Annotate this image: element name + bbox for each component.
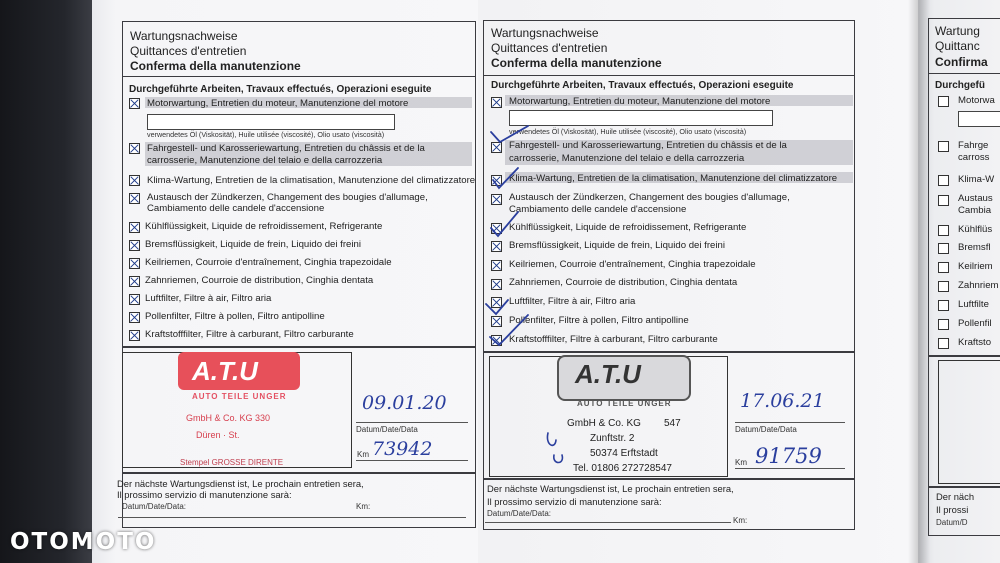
oil-note-2: verwendetes Öl (Viskosität), Huile utilisée (viscosité), Olio usato (viscosità) <box>509 127 747 136</box>
item-engine-2: Motorwartung, Entretien du moteur, Manutenzione del motore <box>509 96 771 107</box>
item-coolant: Kühlflüssigkeit, Liquide de refroidissement, Refrigerante <box>145 221 383 232</box>
item-sparkplugs-2b: Cambiamento delle candele d'accensione <box>509 204 687 215</box>
next-service-2: Il prossimo servizio di manutenzione sarà: <box>117 489 292 500</box>
next-service-1: Der nächste Wartungsdienst ist, Le prochain entretien sera, <box>117 478 364 489</box>
item-sparkplugs-2a: Austausch der Zündkerzen, Changement des bougies d'allumage, <box>509 192 790 203</box>
item-vbelt: Keilriemen, Courroie d'entraînement, Cinghia trapezoidale <box>145 257 392 268</box>
stamp2-branch: 547 <box>664 418 681 429</box>
next-3-2: Il prossi <box>936 504 969 515</box>
next-km-label-2: Km: <box>733 516 748 525</box>
item-pollenfilter: Pollenfilter, Filtre à pollen, Filtro antipolline <box>145 311 325 322</box>
title-de-3: Wartung <box>935 24 980 38</box>
title-de-2: Wartungsnachweise <box>491 26 599 40</box>
stamp2-phone: Tel. 01806 272728547 <box>573 463 672 474</box>
item-3-9: Keilriem <box>958 261 993 272</box>
title-fr: Quittances d'entretien <box>130 44 247 58</box>
item-3-3: carross <box>958 152 990 163</box>
km-label-1: Km <box>357 450 369 459</box>
date-entry-1: 09.01.20 <box>362 392 447 414</box>
title-it: Conferma della manutenzione <box>130 59 301 73</box>
date-label-2: Datum/Date/Data <box>735 425 797 434</box>
item-chassis-2a: Fahrgestell- und Karosseriewartung, Entretien du châssis et de la <box>509 140 787 151</box>
date-label-1: Datum/Date/Data <box>356 425 418 434</box>
item-3-12: Pollenfil <box>958 318 992 329</box>
item-chassis-1: Fahrgestell- und Karosseriewartung, Entretien du châssis et de la <box>147 143 425 154</box>
item-brakefluid: Bremsflüssigkeit, Liquide de frein, Liquido dei freini <box>145 239 361 250</box>
title-it-3: Confirma <box>935 55 988 69</box>
item-sparkplugs-1: Austausch der Zündkerzen, Changement des bougies d'allumage, <box>147 192 428 203</box>
stamp2-street: Zunftstr. 2 <box>590 433 635 444</box>
item-ac: Klima-Wartung, Entretien de la climatisation, Manutenzione del climatizzatore <box>147 175 476 186</box>
item-3-6: Cambia <box>958 205 992 216</box>
oil-note: verwendetes Öl (Viskosität), Huile utilisée (viscosité), Olio usato (viscosità) <box>147 130 385 139</box>
item-chassis-2b: carrosserie, Manutenzione del telaio e della carrozzeria <box>509 153 745 164</box>
item-3-7: Kühlflüs <box>958 224 993 235</box>
item-timingbelt-2: Zahnriemen, Courroie de distribution, Cinghia dentata <box>509 277 738 288</box>
km-entry-1: 73942 <box>372 438 433 460</box>
next-3-1: Der näch <box>936 491 975 502</box>
item-3-13: Kraftsto <box>958 337 992 348</box>
item-3-5: Austaus <box>958 193 993 204</box>
title-it-2: Conferma della manutenzione <box>491 56 662 70</box>
km-entry-2: 91759 <box>755 444 822 468</box>
otomoto-watermark: OTOMOTO <box>10 529 157 555</box>
next-km-label-1: Km: <box>356 502 371 511</box>
item-pollenfilter-2: Pollenfilter, Filtre à pollen, Filtro antipolline <box>509 315 689 326</box>
item-fuelfilter: Kraftstofffilter, Filtre à carburant, Filtro carburante <box>145 329 354 340</box>
item-brakefluid-2: Bremsflüssigkeit, Liquide de frein, Liquido dei freini <box>509 240 725 251</box>
atu-stamp-2: A.T.U AUTO TEILE UNGER <box>557 355 689 413</box>
section-heading-3: Durchgefü <box>935 80 985 91</box>
atu-stamp-1: A.T.U AUTO TEILE UNGER <box>178 352 302 408</box>
title-fr-2: Quittances d'entretien <box>491 41 608 55</box>
title-de: Wartungsnachweise <box>130 29 238 43</box>
item-3-11: Luftfilte <box>958 299 989 310</box>
item-3-8: Bremsfl <box>958 242 991 253</box>
section-heading-2: Durchgeführte Arbeiten, Travaux effectués, Operazioni eseguite <box>491 80 794 91</box>
stamp1-line-2: Düren · St. <box>196 430 240 440</box>
next-service-2b: Il prossimo servizio di manutenzione sarà: <box>487 496 662 507</box>
item-coolant-2: Kühlflüssigkeit, Liquide de refroidissement, Refrigerante <box>509 222 747 233</box>
section-heading: Durchgeführte Arbeiten, Travaux effectués, Operazioni eseguite <box>129 84 432 95</box>
stamp2-city: 50374 Erftstadt <box>590 448 658 459</box>
item-3-2: Fahrge <box>958 140 989 151</box>
item-engine: Motorwartung, Entretien du moteur, Manutenzione del motore <box>147 98 409 109</box>
item-ac-2: Klima-Wartung, Entretien de la climatisation, Manutenzione del climatizzatore <box>509 173 838 184</box>
km-label-2: Km <box>735 458 747 467</box>
next-3-3: Datum/D <box>936 518 968 527</box>
next-date-label-2: Datum/Date/Data: <box>487 509 552 518</box>
stamp-label-1: Stempel GROSSE DIRENTE <box>180 458 284 467</box>
item-timingbelt: Zahnriemen, Courroie de distribution, Cinghia dentata <box>145 275 374 286</box>
item-airfilter-2: Luftfilter, Filtre à air, Filtro aria <box>509 296 636 307</box>
item-fuelfilter-2: Kraftstofffilter, Filtre à carburant, Filtro carburante <box>509 334 718 345</box>
item-sparkplugs-2: Cambiamento delle candele d'accensione <box>147 203 325 214</box>
title-fr-3: Quittanc <box>935 39 980 53</box>
item-airfilter: Luftfilter, Filtre à air, Filtro aria <box>145 293 272 304</box>
item-3-4: Klima-W <box>958 174 995 185</box>
next-date-label-1: Datum/Date/Data: <box>122 502 187 511</box>
date-entry-2: 17.06.21 <box>740 390 825 412</box>
stamp1-line-1: GmbH & Co. KG 330 <box>186 413 271 423</box>
item-3-1: Motorwa <box>958 95 995 106</box>
item-chassis-2: carrosserie, Manutenzione del telaio e della carrozzeria <box>147 155 383 166</box>
item-vbelt-2: Keilriemen, Courroie d'entraînement, Cinghia trapezoidale <box>509 259 756 270</box>
item-3-10: Zahnriem <box>958 280 999 291</box>
stamp2-company: GmbH & Co. KG <box>567 418 641 429</box>
next-service-2a: Der nächste Wartungsdienst ist, Le prochain entretien sera, <box>487 483 734 494</box>
